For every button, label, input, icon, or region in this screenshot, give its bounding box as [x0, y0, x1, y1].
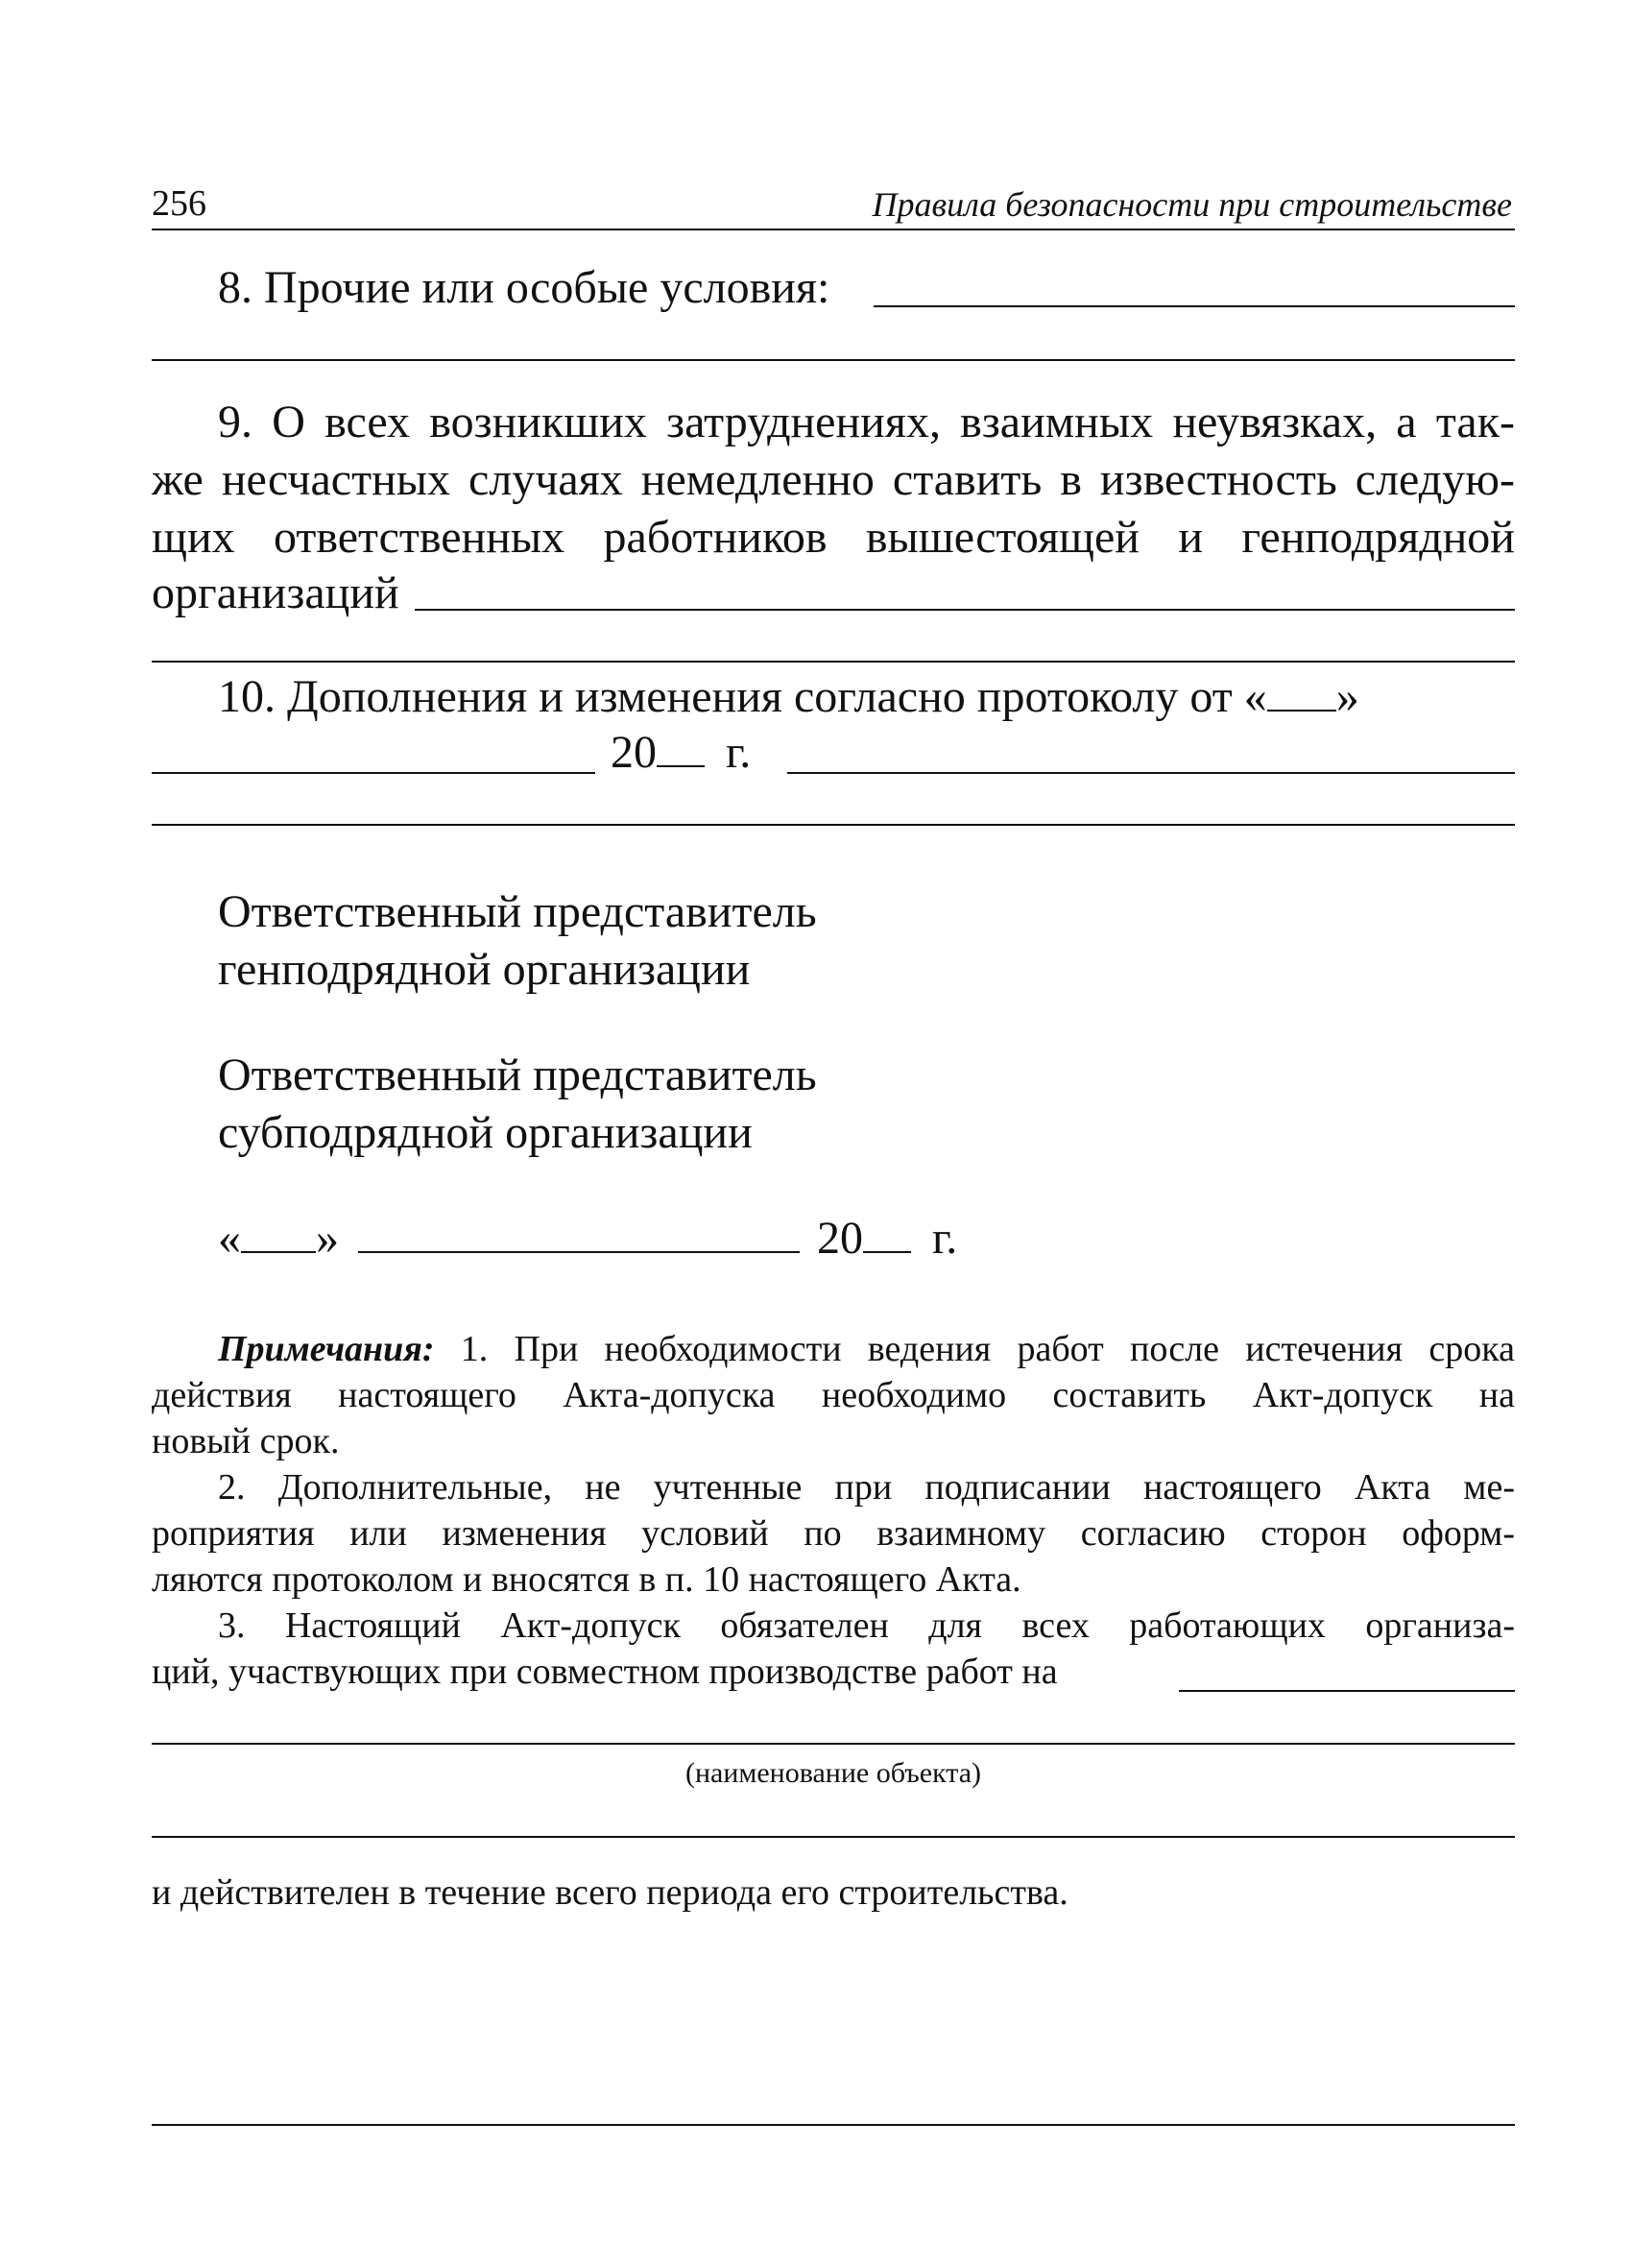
item-10-year [611, 724, 751, 782]
note-1-line-2: действия настоящего Акта-допуска необходимо составить Акт-допуск на [152, 1375, 1515, 1415]
date-day-blank [241, 1213, 316, 1253]
date-open-quote: « [218, 1213, 241, 1264]
note-1-text: 1. При необходимости ведения работ после истечения срока [434, 1329, 1515, 1369]
item-10-close-quote: » [1335, 671, 1359, 722]
item-10-year-prefix: 20 [611, 727, 657, 778]
note-3-line-1: 3. Настоящий Акт-допуск обязателен для всех работающих организа- [218, 1605, 1515, 1646]
note-3-line-2: ций, участвующих при совместном производстве работ на [152, 1652, 1058, 1692]
item-10-text: 10. Дополнения и изменения согласно протоколу от « [218, 671, 1267, 722]
object-name-caption: (наименование объекта) [684, 1757, 982, 1789]
date-year-suffix: г. [932, 1213, 958, 1264]
item-10-line-1 [218, 668, 1359, 726]
item-9-blank-line-2 [152, 661, 1515, 663]
item-10-year-suffix: г. [726, 727, 752, 778]
date-month-blank [358, 1213, 800, 1253]
rep1-line-1: Ответственный представитель [218, 886, 817, 937]
running-title: Правила безопасности при строительстве [872, 185, 1512, 224]
item-9-line-4: организаций [152, 567, 399, 618]
header-rule [152, 229, 1515, 230]
note-1-line-1 [218, 1327, 1515, 1371]
item-10-blank-after-date [787, 772, 1515, 774]
date-year-blank [863, 1213, 911, 1253]
item-9-line-2: же несчастных случаях немедленно ставить в известность следую- [152, 454, 1515, 505]
item-10-day-blank [1267, 671, 1336, 712]
note-3-object-blank [1179, 1690, 1515, 1692]
item-10-year-blank [657, 727, 705, 767]
final-line: и действителен в течение всего периода его строительства. [152, 1872, 1068, 1913]
object-name-line [152, 1743, 1515, 1745]
notes-label: Примечания: [218, 1329, 435, 1369]
note-2-line-1: 2. Дополнительные, не учтенные при подписании настоящего Акта ме- [218, 1467, 1515, 1508]
rep2-line-1: Ответственный представитель [218, 1050, 817, 1100]
signature-date [218, 1210, 957, 1267]
note-2-line-3: ляются протоколом и вносятся в п. 10 настоящего Акта. [152, 1559, 1021, 1600]
item-9-blank [415, 609, 1515, 611]
item-8-blank-line-2 [152, 359, 1515, 361]
rep2-line-2: субподрядной организации [218, 1107, 753, 1158]
item-8-text: 8. Прочие или особые условия: [218, 262, 830, 313]
item-10-month-blank [152, 772, 595, 774]
item-10-blank-line-3 [152, 824, 1515, 826]
item-9-line-3: щих ответственных работников вышестоящей и генподрядной [152, 512, 1515, 563]
note-2-line-2: роприятия или изменения условий по взаимному согласию сторон оформ- [152, 1513, 1515, 1554]
object-name-line-2 [152, 1836, 1515, 1838]
date-year-prefix: 20 [817, 1213, 863, 1264]
item-9-line-1: 9. О всех возникших затруднениях, взаимных неувязках, а так- [218, 397, 1515, 447]
rep1-line-2: генподрядной организации [218, 944, 751, 995]
page-number: 256 [152, 183, 206, 224]
item-8-blank [874, 305, 1515, 307]
date-close-quote: » [316, 1213, 339, 1264]
note-1-line-3: новый срок. [152, 1421, 340, 1461]
footer-rule [152, 2124, 1515, 2126]
